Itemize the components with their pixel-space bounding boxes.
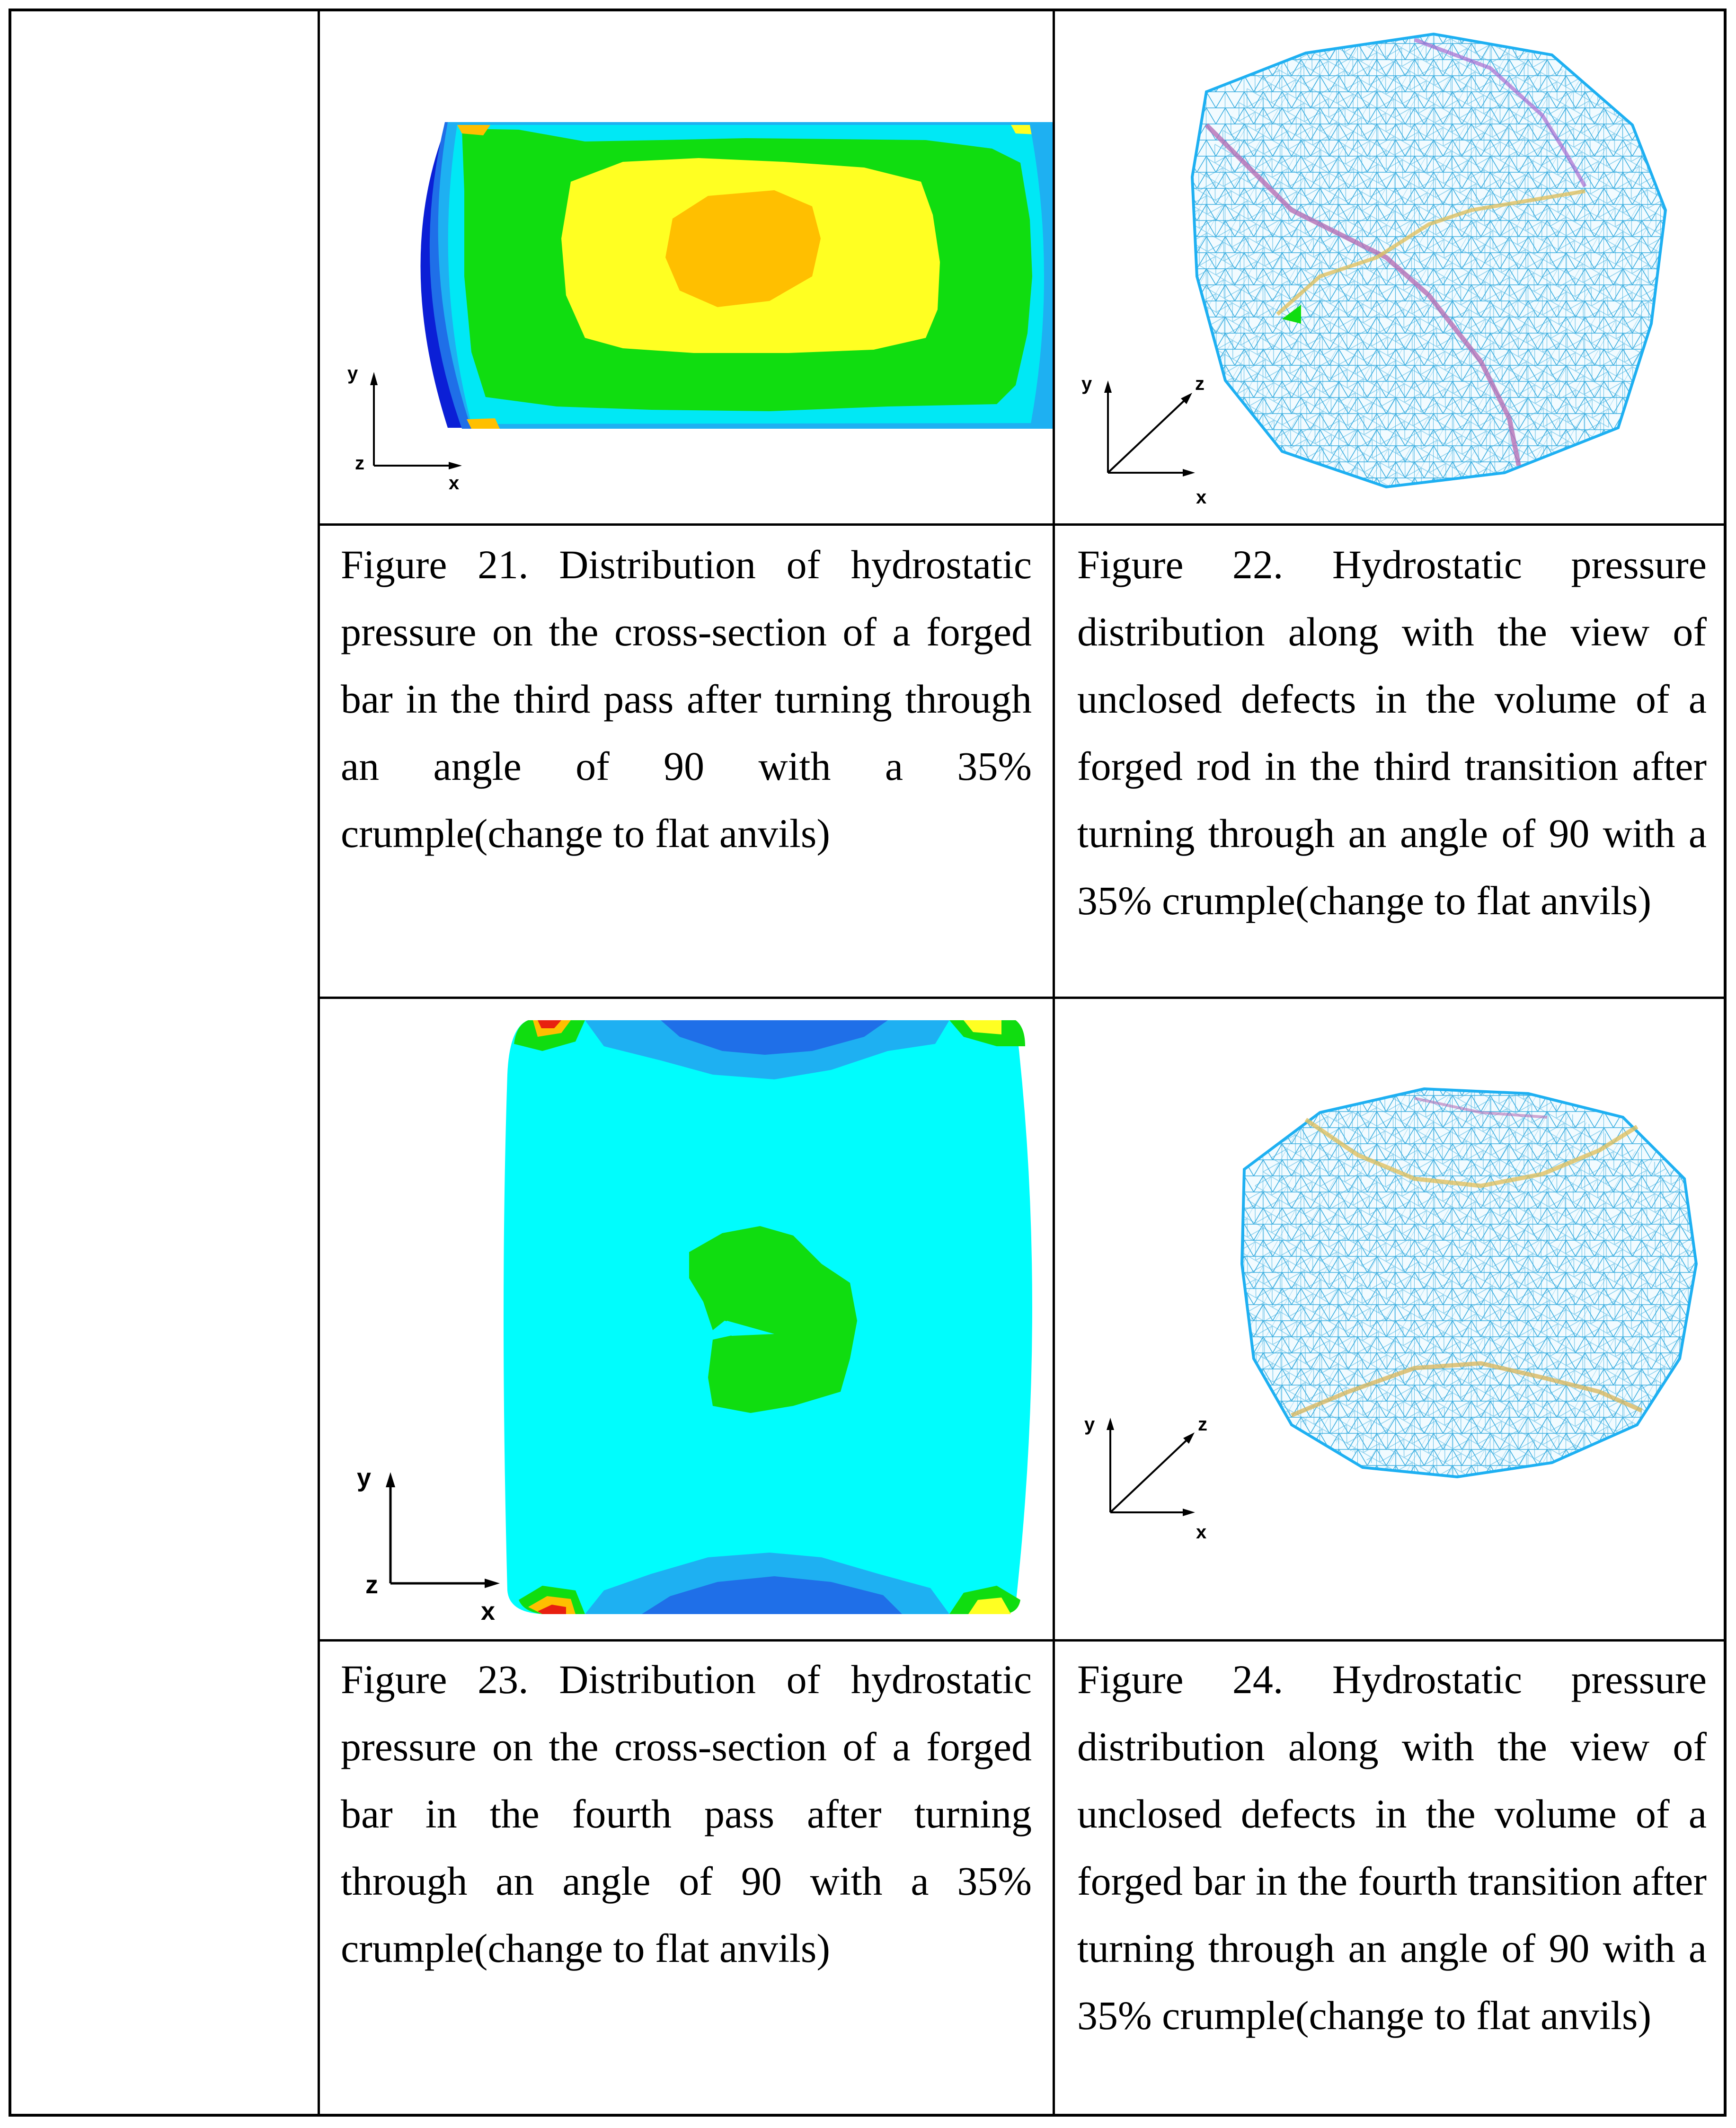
- figure-21-image-cell: [320, 11, 1053, 523]
- fig22-y-label: y: [1081, 373, 1092, 394]
- fig22-z-label: z: [1195, 373, 1205, 394]
- fig24-axes: [1110, 1425, 1189, 1512]
- fig22-x-label: x: [1196, 487, 1207, 508]
- figure-24-caption: Figure 24. Hydrostatic pressure distribution along with the view of unclosed defects in the volume of a forged bar in the fourth transition after turning through an angle of 90 with a 35% crumple(change to flat anvils): [1077, 1657, 1707, 2038]
- row-divider-3: [318, 1639, 1727, 1642]
- fig22-axes: [1108, 388, 1188, 473]
- row-divider-1: [318, 523, 1727, 526]
- fig24-y-label: y: [1084, 1414, 1095, 1435]
- figure-22-caption: Figure 22. Hydrostatic pressure distribution along with the view of unclosed defects in the volume of a forged rod in the third transition after turning through an angle of 90 with a 35% crumple(change to flat anvils): [1077, 542, 1707, 923]
- fig24-mesh-body: [1164, 999, 1724, 1577]
- fig23-axes: [390, 1482, 490, 1583]
- figure-21-caption: Figure 21. Distribution of hydrostatic pressure on the cross-section of a forged bar in the third pass after turning through an angle of 90 with a 35% crumple(change to flat anvils): [341, 542, 1032, 856]
- figure-22-image-cell: [1055, 11, 1724, 523]
- figure-21-cross-section-plot: [320, 11, 1053, 523]
- figure-23-image-cell: [320, 999, 1053, 1639]
- figure-24-mesh-plot: [1055, 999, 1724, 1639]
- table-border-left: [9, 9, 11, 2117]
- fig23-x-label: x: [481, 1597, 496, 1625]
- fig24-z-label: z: [1198, 1414, 1207, 1435]
- figure-23-cross-section-plot: [320, 999, 1053, 1639]
- figure-23-caption: Figure 23. Distribution of hydrostatic pressure on the cross-section of a forged bar in the fourth pass after turning through an angle of 90 with a 35% crumple(change to flat anvils): [341, 1657, 1032, 1971]
- fig23-z-label: z: [365, 1571, 378, 1599]
- figure-22-mesh-plot: [1055, 11, 1724, 523]
- table-border-bottom: [9, 2114, 1727, 2117]
- fig24-x-label: x: [1196, 1522, 1207, 1543]
- fig21-z-label: z: [355, 453, 364, 474]
- fig21-corner-bottom-left: [467, 418, 500, 429]
- fig21-x-label: x: [449, 473, 460, 494]
- fig23-y-label: y: [357, 1464, 372, 1492]
- table-border-right: [1724, 9, 1727, 2117]
- fig21-y-label: y: [347, 363, 358, 384]
- figure-24-image-cell: [1055, 999, 1724, 1639]
